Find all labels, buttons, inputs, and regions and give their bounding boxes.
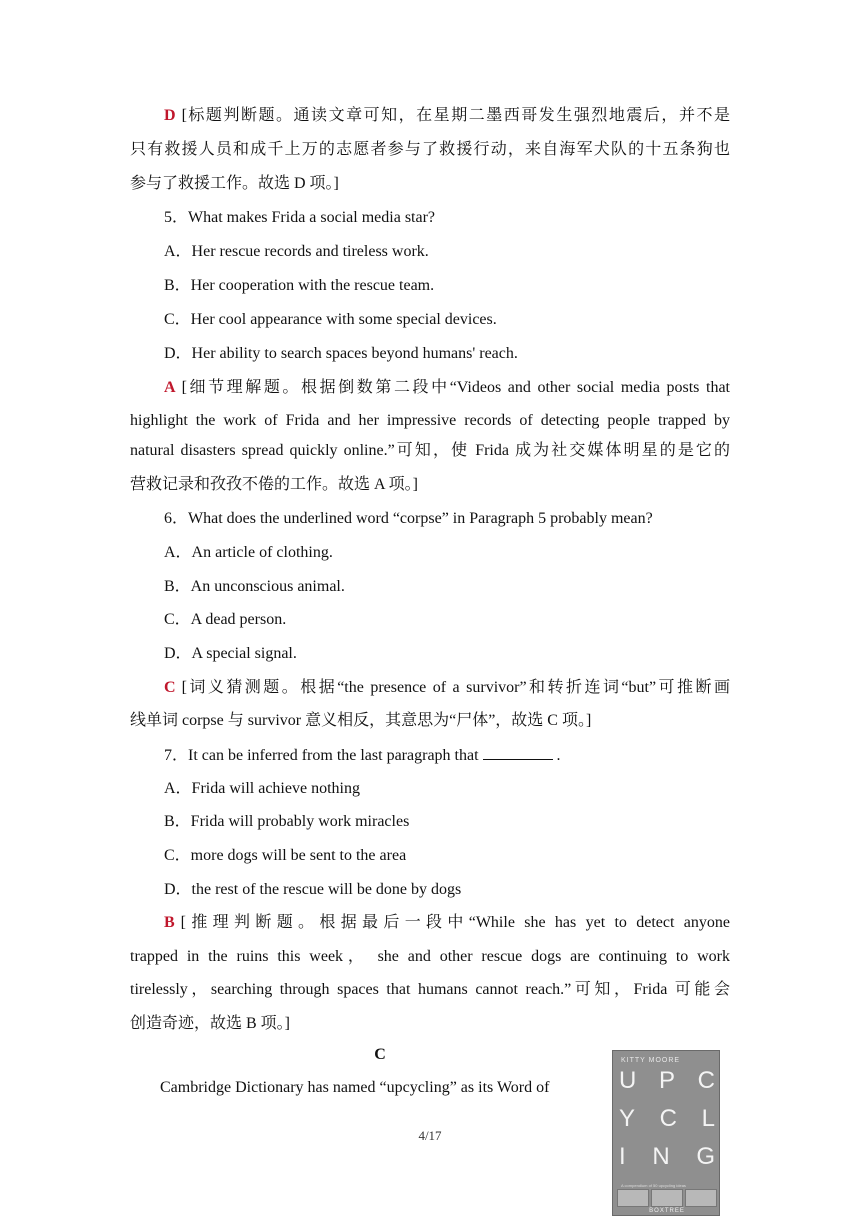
question-7-stem-text: 7．It can be inferred from the last paragraph that	[164, 747, 479, 764]
question-6-stem: 6．What does the underlined word “corpse” in Paragraph 5 probably mean?	[164, 510, 653, 527]
answer-7-line-4: 创造奇迹，故选 B 项。]	[130, 1015, 291, 1032]
answer-text: [细节理解题。根据倒数第二段中“Videos and other social media posts that	[181, 379, 730, 396]
book-title-row-3: I N G	[619, 1143, 715, 1170]
answer-5-line-1	[130, 378, 730, 398]
question-5-stem: 5．What makes Frida a social media star?	[164, 209, 436, 226]
book-photo-strip	[617, 1189, 717, 1207]
question-5-option-d: D．Her ability to search spaces beyond humans' reach.	[164, 345, 518, 362]
answer-7-line-2: trapped in the ruins this week， she and other rescue dogs are continuing to work	[130, 948, 730, 965]
answer-d-line-2: 只有救援人员和成千上万的志愿者参与了救援行动，来自海军犬队的十五条狗也	[130, 141, 730, 158]
question-6-option-b: B．An unconscious animal.	[164, 578, 345, 595]
section-heading: C	[374, 1046, 386, 1063]
answer-text: [推理判断题。根据最后一段中“While she has yet to detect anyone	[180, 914, 730, 931]
question-7-option-b: B．Frida will probably work miracles	[164, 813, 410, 830]
book-subtitle: A compendium of 50 upcycling ideas	[621, 1183, 686, 1188]
answer-letter: D	[164, 107, 176, 124]
book-title-row-1: U P C	[619, 1067, 715, 1094]
book-cover-image	[612, 1050, 720, 1216]
question-5-option-c: C．Her cool appearance with some special devices.	[164, 311, 497, 328]
section-intro: Cambridge Dictionary has named “upcycling” as its Word of	[160, 1079, 550, 1096]
question-7-option-a: A．Frida will achieve nothing	[164, 780, 360, 797]
answer-6-line-2: 线单词 corpse 与 survivor 意义相反，其意思为“尸体”，故选 C 项。]	[130, 712, 592, 729]
question-7-option-d: D．the rest of the rescue will be done by dogs	[164, 881, 462, 898]
question-6-option-a: A．An article of clothing.	[164, 544, 333, 561]
answer-5-line-4: 营救记录和孜孜不倦的工作。故选 A 项。]	[130, 476, 419, 493]
question-6-option-d: D．A special signal.	[164, 645, 297, 662]
answer-text: [词义猜测题。根据“the presence of a survivor”和转折连词“but”可推断画	[181, 679, 730, 696]
question-7-option-c: C．more dogs will be sent to the area	[164, 847, 407, 864]
question-5-option-b: B．Her cooperation with the rescue team.	[164, 277, 435, 294]
book-title-row-2: Y C L	[619, 1105, 715, 1132]
book-author: KITTY MOORE	[621, 1057, 681, 1064]
answer-d-line-3: 参与了救援工作。故选 D 项。]	[130, 175, 339, 192]
answer-blank	[483, 745, 553, 760]
answer-6-line-1	[130, 678, 730, 698]
question-6-option-c: C．A dead person.	[164, 611, 287, 628]
answer-letter: B	[164, 914, 175, 931]
answer-d-line-1	[130, 106, 730, 126]
question-7-stem-end: .	[556, 747, 561, 764]
book-publisher: BOXTREE	[649, 1208, 685, 1214]
answer-5-line-3: natural disasters spread quickly online.”可知，使 Frida 成为社交媒体明星的是它的	[130, 442, 730, 459]
answer-text: [标题判断题。通读文章可知，在星期二墨西哥发生强烈地震后，并不是	[181, 107, 730, 124]
answer-letter: A	[164, 379, 176, 396]
question-5-option-a: A．Her rescue records and tireless work.	[164, 243, 429, 260]
page-number: 4/17	[418, 1128, 442, 1143]
answer-letter: C	[164, 679, 176, 696]
question-7-stem	[164, 745, 730, 766]
answer-7-line-1	[130, 913, 730, 933]
answer-7-line-3: tirelessly，searching through spaces that humans cannot reach.”可知，Frida 可能会	[130, 981, 730, 998]
answer-5-line-2: highlight the work of Frida and her impressive records of detecting people trapped by	[130, 412, 730, 429]
